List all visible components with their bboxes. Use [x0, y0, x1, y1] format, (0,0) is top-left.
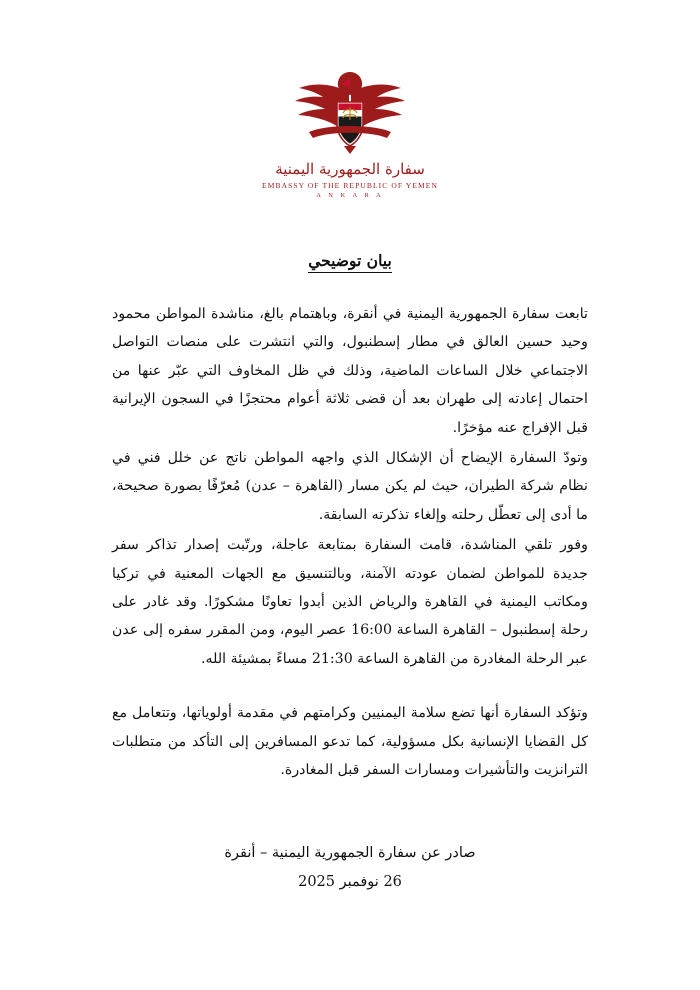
paragraph-4: وتؤكد السفارة أنها تضع سلامة اليمنيين وكرامتهم في مقدمة أولوياتها، وتتعامل مع كل القضايا الإنسانية بكل مسؤولية، كما تدعو المسافرين إلى التأكد من متطلبات الترانزيت والتأشيرات ومسارات السفر قبل المغادرة.: [112, 705, 588, 779]
paragraph-2: وتودّ السفارة الإيضاح أن الإشكال الذي واجهه المواطن ناتج عن خلل فني في نظام شركة الطيران، حيث لم يكن مسار (القاهرة – عدن) مُعرّفًا بصورة صحيحة، ما أدى إلى تعطّل رحلته وإلغاء تذكرته السابقة.: [112, 450, 588, 523]
page-title: [0, 251, 700, 270]
signoff-issuer: صادر عن سفارة الجمهورية اليمنية – أنقرة: [224, 844, 476, 861]
signoff: [0, 839, 700, 897]
letterhead: [0, 0, 700, 199]
signoff-date: 26 نوفمبر 2025: [298, 873, 402, 890]
embassy-name-arabic: سفارة الجمهورية اليمنية: [275, 160, 425, 178]
paragraph-3: وفور تلقي المناشدة، قامت السفارة بمتابعة عاجلة، ورتّبت إصدار تذاكر سفر جديدة للمواطن لضمان عودته الآمنة، وبالتنسيق مع الجهات المعنية في تركيا ومكاتب اليمنية في القاهرة والرياض الذين أبدوا تعاونًا مشكورًا. وقد غادر على رحلة إسطنبول – القاهرة الساعة 16:00 عصر اليوم، ومن المقرر سفره إلى عدن عبر الرحلة المغادرة من القاهرة الساعة 21:30 مساءً بمشيئة الله.: [112, 537, 588, 667]
statement-body: [112, 300, 588, 785]
embassy-name-english: EMBASSY OF THE REPUBLIC OF YEMEN: [262, 181, 438, 190]
yemen-republic-emblem: [275, 62, 425, 154]
embassy-city: A N K A R A: [316, 192, 384, 199]
page-title-text: بيان توضيحي: [308, 251, 392, 273]
paragraph-1: تابعت سفارة الجمهورية اليمنية في أنقرة، وباهتمام بالغ، مناشدة المواطن محمود وحيد حسين العالق في مطار إسطنبول، والتي انتشرت على منصات التواصل الاجتماعي خلال الساعات الماضية، وذلك في ظل المخاوف التي عبّر عنها من احتمال إعادته إلى طهران بعد أن قضى ثلاثة أعوام محتجزًا في السجون الإيرانية قبل الإفراج عنه مؤخرًا.: [112, 306, 588, 436]
